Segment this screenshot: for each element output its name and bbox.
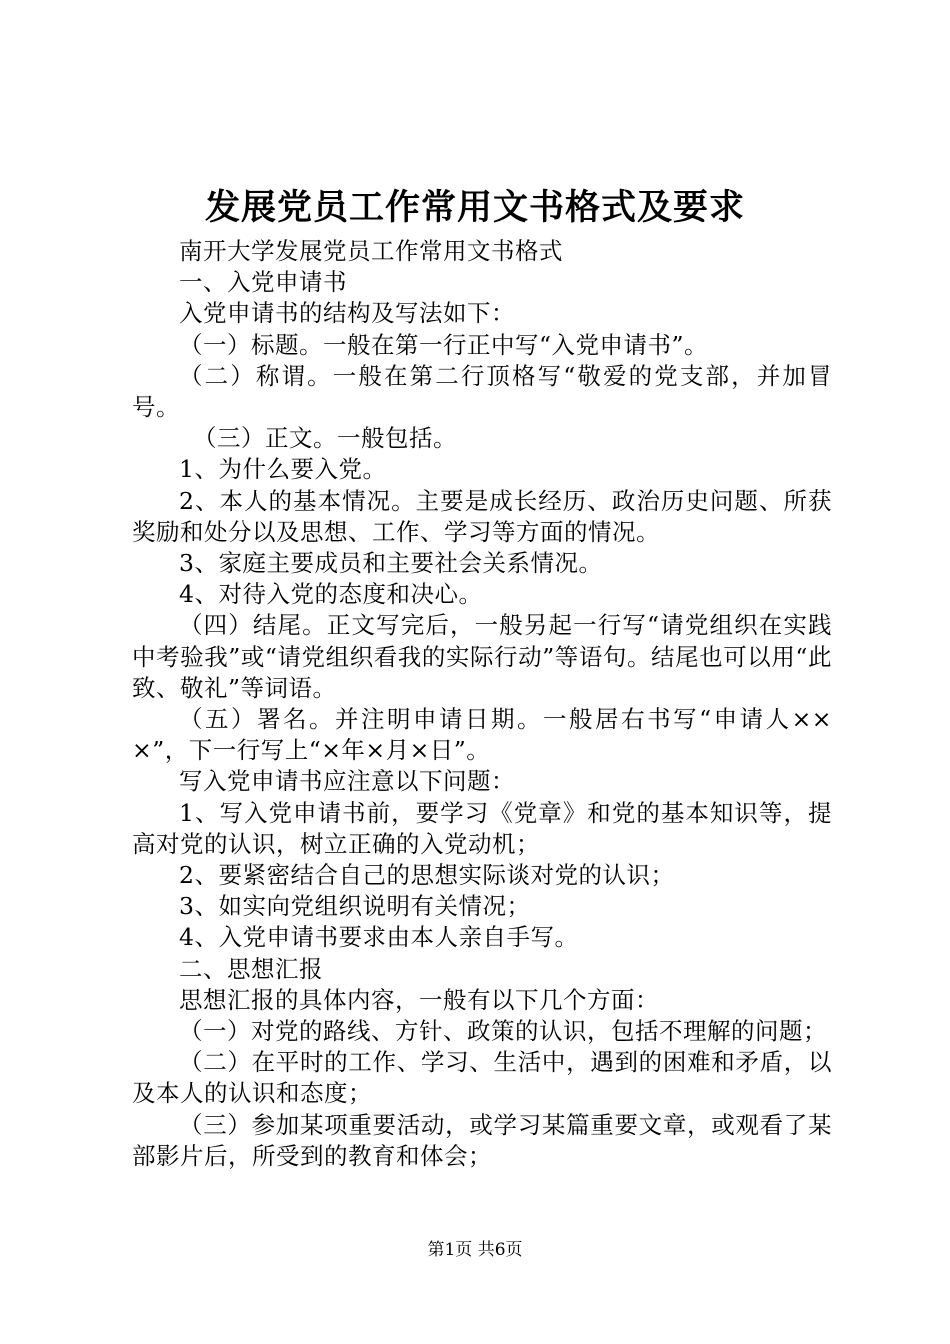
paragraph: （二）称谓。一般在第二行顶格写“敬爱的党支部，并加冒号。 — [132, 361, 832, 422]
paragraph: 2、要紧密结合自己的思想实际谈对党的认识； — [179, 861, 675, 890]
paragraph: 二、思想汇报 — [179, 954, 323, 983]
paragraph: 写入党申请书应注意以下问题： — [179, 767, 515, 796]
paragraph: （一）标题。一般在第一行正中写“入党申请书”。 — [179, 330, 709, 359]
paragraph: 3、家庭主要成员和主要社会关系情况。 — [179, 549, 603, 578]
paragraph: 3、如实向党组织说明有关情况； — [179, 892, 531, 921]
paragraph: 南开大学发展党员工作常用文书格式 — [179, 237, 563, 265]
paragraph: 思想汇报的具体内容，一般有以下几个方面： — [179, 985, 659, 1014]
paragraph: 一、入党申请书 — [179, 268, 347, 297]
paragraph: 入党申请书的结构及写法如下： — [179, 299, 515, 328]
paragraph: 4、对待入党的态度和决心。 — [179, 580, 483, 609]
paragraph: （三）参加某项重要活动，或学习某篇重要文章，或观看了某部影片后，所受到的教育和体会； — [132, 1110, 832, 1170]
paragraph: （五）署名。并注明申请日期。一般居右书写“申请人×××”，下一行写上“×年×月×日”。 — [132, 705, 832, 765]
paragraph: （三）正文。一般包括。 — [193, 424, 457, 453]
paragraph: （四）结尾。正文写完后，一般另起一行写“请党组织在实践中考验我”或“请党组织看我的实际行动”等语句。结尾也可以用“此致、敬礼”等词语。 — [132, 611, 832, 702]
document-title: 发展党员工作常用文书格式及要求 — [204, 187, 745, 228]
paragraph: 2、本人的基本情况。主要是成长经历、政治历史问题、所获奖励和处分以及思想、工作、学习等方面的情况。 — [132, 486, 832, 546]
paragraph: 1、为什么要入党。 — [179, 455, 387, 484]
paragraph: 1、写入党申请书前，要学习《党章》和党的基本知识等，提高对党的认识，树立正确的入党动机； — [132, 798, 832, 858]
paragraph: （二）在平时的工作、学习、生活中，遇到的困难和矛盾，以及本人的认识和态度； — [132, 1048, 832, 1108]
paragraph: 4、入党申请书要求由本人亲自手写。 — [179, 923, 579, 952]
page-footer: 第1页 共6页 — [427, 1240, 523, 1260]
paragraph: （一）对党的路线、方针、政策的认识，包括不理解的问题； — [179, 1017, 827, 1046]
document-body — [132, 236, 832, 1172]
